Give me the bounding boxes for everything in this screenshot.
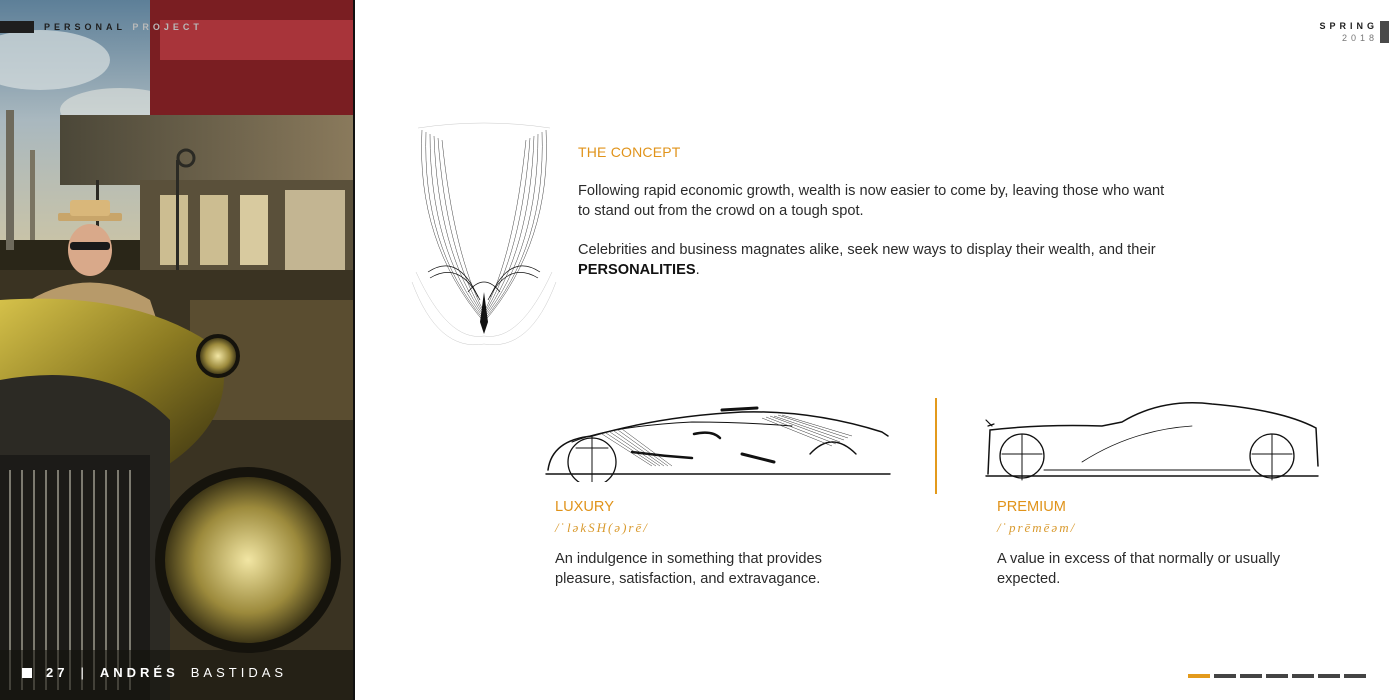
concept-paragraph-2: Celebrities and business magnates alike, seek new ways to display their wealth, and their PERSONALITIES. [578, 242, 1156, 278]
concept-heading: THE CONCEPT [578, 144, 681, 160]
premium-definition: A value in excess of that normally or usually expected. [997, 551, 1281, 587]
page-indicator [1188, 674, 1366, 678]
page-dot[interactable] [1188, 674, 1210, 678]
season-bar [1380, 21, 1389, 43]
vintage-car-scene [0, 0, 354, 700]
premium-car-sketch [982, 396, 1324, 482]
luxury-car-sketch [542, 396, 894, 482]
page-dot[interactable] [1214, 674, 1236, 678]
page-footer [22, 665, 287, 680]
season-tag [1319, 21, 1378, 43]
page-dot[interactable] [1240, 674, 1262, 678]
concept-text [578, 181, 1178, 299]
author-last-name: BASTIDAS [190, 665, 288, 680]
project-label-word1: PERSONAL [44, 22, 126, 32]
page-number: 27 [46, 665, 69, 680]
project-tag [0, 21, 203, 33]
footer-square-icon [22, 668, 32, 678]
wing-emblem-artwork [408, 122, 560, 354]
hero-photo [0, 0, 354, 700]
panel-divider [353, 0, 355, 700]
season-label: SPRING [1319, 21, 1378, 31]
concept-paragraph-1: Following rapid economic growth, wealth is now easier to come by, leaving those who want to stand out from the crowd on a tough spot. [578, 183, 1165, 219]
section-divider [935, 398, 937, 494]
footer-separator: | [80, 665, 88, 680]
page-dot[interactable] [1266, 674, 1288, 678]
author-first-name: ANDRÉS [99, 665, 179, 680]
year-label: 2018 [1341, 33, 1378, 43]
page-dot[interactable] [1318, 674, 1340, 678]
page-dot[interactable] [1344, 674, 1366, 678]
project-label-word2: PROJECT [132, 22, 203, 32]
personalities-emphasis: PERSONALITIES [578, 262, 696, 278]
luxury-definition: An indulgence in something that provides pleasure, satisfaction, and extravagance. [555, 551, 822, 587]
premium-phonetic: /ˈprēmēəm/ [997, 520, 1077, 535]
page-dot[interactable] [1292, 674, 1314, 678]
tag-bar [0, 21, 34, 33]
luxury-phonetic: /ˈləkSH(ə)rē/ [555, 520, 649, 535]
premium-heading: PREMIUM [997, 499, 1066, 515]
luxury-heading: LUXURY [555, 499, 614, 515]
